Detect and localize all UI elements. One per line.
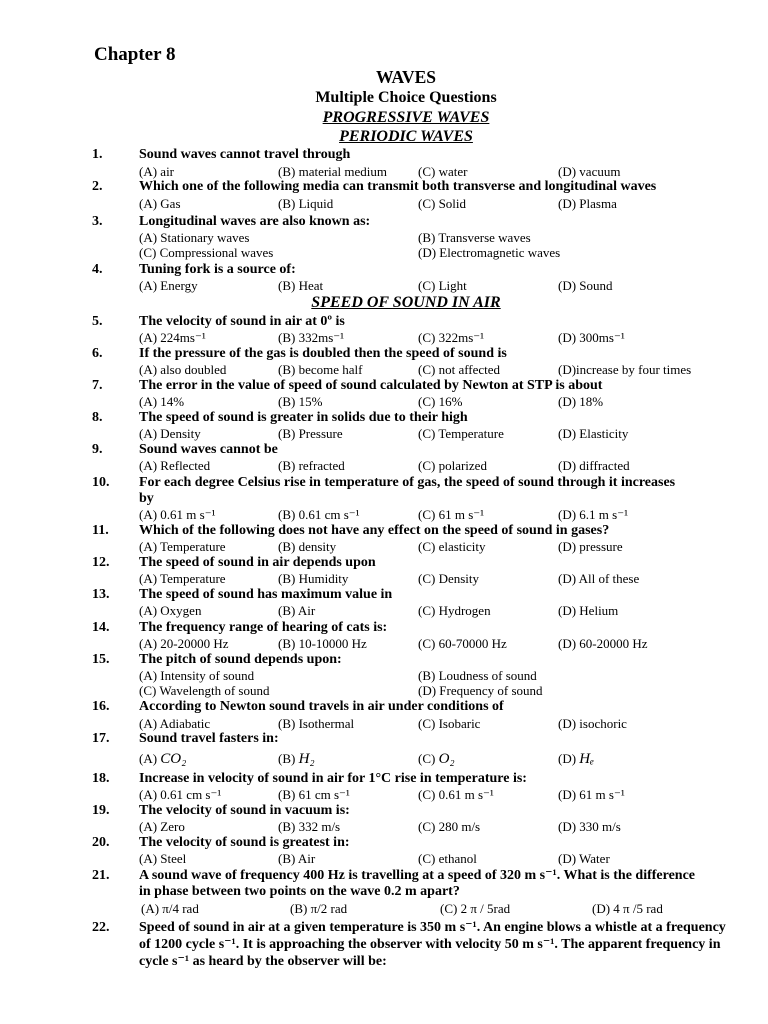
- question-number: 13.: [92, 587, 110, 602]
- option-c: (C) Hydrogen: [418, 603, 491, 618]
- option-b: (B) Pressure: [278, 426, 343, 441]
- question-stem: Which one of the following media can transmit both transverse and longitudinal waves: [139, 179, 657, 194]
- option-a: (A) Energy: [139, 278, 198, 293]
- option-a: (A) Adiabatic: [139, 716, 211, 731]
- option-b: (B) Air: [278, 851, 316, 866]
- option-d: (D) vacuum: [558, 164, 621, 179]
- formula-h2: H₂: [298, 751, 315, 767]
- question-stem: The frequency range of hearing of cats is:: [139, 620, 388, 635]
- formula-he: Hₑ: [579, 751, 595, 767]
- option-c: (C) Solid: [418, 196, 467, 211]
- option-a: (A) Stationary waves: [139, 230, 250, 245]
- option-a: (A) Zero: [139, 819, 185, 834]
- option-c: (C) 16%: [418, 394, 463, 409]
- question-number: 2.: [92, 179, 103, 194]
- option-b: (B) Isothermal: [278, 716, 355, 731]
- question-number: 19.: [92, 803, 110, 818]
- option-b: (B) 15%: [278, 394, 323, 409]
- question-stem: Sound travel fasters in:: [139, 731, 279, 746]
- option-d: (D) Electromagnetic waves: [418, 245, 561, 260]
- question-stem: Sound waves cannot travel through: [139, 147, 351, 162]
- question-stem: The velocity of sound is greatest in:: [139, 835, 350, 850]
- option-a: (A) Oxygen: [139, 603, 202, 618]
- question-stem: Speed of sound in air at a given temperature is 350 m s⁻¹. An engine blows a whistle at a frequency of 1200 cycle s⁻¹. It is approaching the observer with velocity 50 m s⁻¹. The apparent frequency in cycle s⁻¹ as heard by the observer will be:: [139, 920, 726, 969]
- question-number: 15.: [92, 652, 110, 667]
- question-number: 11.: [92, 523, 109, 538]
- option-c: (C) Wavelength of sound: [139, 683, 270, 698]
- option-a: (A) 0.61 m s⁻¹: [139, 507, 216, 522]
- option-b: (B) material medium: [278, 164, 388, 179]
- question-number: 17.: [92, 731, 110, 746]
- option-b: (B) 332 m/s: [278, 819, 341, 834]
- question-number: 8.: [92, 410, 103, 425]
- question-stem: Tuning fork is a source of:: [139, 262, 296, 277]
- formula-o2: O₂: [438, 751, 455, 767]
- question-number: 5.: [92, 314, 103, 329]
- question-number: 20.: [92, 835, 110, 850]
- question-stem: The speed of sound has maximum value in: [139, 587, 393, 602]
- option-b: (B) Air: [278, 603, 316, 618]
- question-number: 18.: [92, 771, 110, 786]
- option-a: (A) 224ms⁻¹: [139, 330, 206, 345]
- question-stem: The error in the value of speed of sound calculated by Newton at STP is about: [139, 378, 603, 393]
- question-stem: Longitudinal waves are also known as:: [139, 214, 371, 229]
- option-d: (D) Elasticity: [558, 426, 629, 441]
- question-stem: Increase in velocity of sound in air for 1°C rise in temperature is:: [139, 771, 527, 786]
- option-d: (D) 61 m s⁻¹: [558, 787, 625, 802]
- option-b: (B) refracted: [278, 458, 345, 473]
- option-c: (C) 280 m/s: [418, 819, 481, 834]
- option-b: (B) π/2 rad: [290, 901, 348, 916]
- option-d: (D) 4 π /5 rad: [592, 901, 663, 916]
- question-stem: The velocity of sound in air at 0º is: [139, 314, 345, 329]
- question-number: 3.: [92, 214, 103, 229]
- option-b: (B) 61 cm s⁻¹: [278, 787, 350, 802]
- question-stem: The velocity of sound in vacuum is:: [139, 803, 350, 818]
- option-d: (D) Plasma: [558, 196, 617, 211]
- question-stem: A sound wave of frequency 400 Hz is travelling at a speed of 320 m s⁻¹. What is the difference in phase between two points on the wave 0.2 m apart?: [139, 868, 696, 899]
- option-b: (B) H₂: [278, 751, 315, 767]
- option-b: (B) density: [278, 539, 337, 554]
- option-a: (A) 20-20000 Hz: [139, 636, 229, 651]
- option-d: (D) Sound: [558, 278, 613, 293]
- option-d: (D) isochoric: [558, 716, 627, 731]
- option-d: (D) Frequency of sound: [418, 683, 543, 698]
- option-a: (A) Reflected: [139, 458, 211, 473]
- question-number: 9.: [92, 442, 103, 457]
- option-d: (D) Water: [558, 851, 610, 866]
- question-number: 14.: [92, 620, 110, 635]
- chapter-heading: Chapter 8: [94, 44, 176, 65]
- option-a: (A) 14%: [139, 394, 185, 409]
- option-a: (A) CO₂: [139, 751, 187, 767]
- question-stem: The pitch of sound depends upon:: [139, 652, 342, 667]
- option-c: (C) polarized: [418, 458, 487, 473]
- option-c: (C) Isobaric: [418, 716, 481, 731]
- question-number: 22.: [92, 920, 110, 935]
- section-periodic-waves: PERIODIC WAVES: [339, 128, 473, 145]
- option-d: (D) 300ms⁻¹: [558, 330, 625, 345]
- question-stem: For each degree Celsius rise in temperature of gas, the speed of sound through it increases by: [139, 475, 676, 506]
- option-b: (B) Heat: [278, 278, 324, 293]
- option-a: (A) air: [139, 164, 175, 179]
- option-b: (B) Humidity: [278, 571, 349, 586]
- option-a: (A) Density: [139, 426, 201, 441]
- option-a: (A) Gas: [139, 196, 181, 211]
- formula-co2: CO₂: [160, 751, 187, 767]
- question-number: 6.: [92, 346, 103, 361]
- question-stem: Which of the following does not have any effect on the speed of sound in gases?: [139, 523, 610, 538]
- section-progressive-waves: PROGRESSIVE WAVES: [322, 109, 490, 126]
- option-b: (B) 332ms⁻¹: [278, 330, 345, 345]
- option-d: (D) diffracted: [558, 458, 630, 473]
- question-number: 1.: [92, 147, 103, 162]
- question-number: 4.: [92, 262, 103, 277]
- question-number: 7.: [92, 378, 103, 393]
- option-c: (C) 0.61 m s⁻¹: [418, 787, 494, 802]
- option-b: (B) Loudness of sound: [418, 668, 537, 683]
- option-c: (C) 60-70000 Hz: [418, 636, 507, 651]
- option-d: (D) Hₑ: [558, 751, 595, 767]
- option-d: (D) 6.1 m s⁻¹: [558, 507, 628, 522]
- option-a: (A) 0.61 cm s⁻¹: [139, 787, 222, 802]
- option-c: (C) not affected: [418, 362, 501, 377]
- question-number: 10.: [92, 475, 110, 490]
- option-c: (C) 61 m s⁻¹: [418, 507, 485, 522]
- option-c: (C) Light: [418, 278, 467, 293]
- option-b: (B) Liquid: [278, 196, 334, 211]
- option-d: (D) 330 m/s: [558, 819, 621, 834]
- option-c: (C) 322ms⁻¹: [418, 330, 485, 345]
- option-a: (A) also doubled: [139, 362, 227, 377]
- option-d: (D) All of these: [558, 571, 640, 586]
- question-stem: The speed of sound in air depends upon: [139, 555, 376, 570]
- option-c: (C) elasticity: [418, 539, 486, 554]
- question-stem: The speed of sound is greater in solids due to their high: [139, 410, 468, 425]
- option-a: (A) Intensity of sound: [139, 668, 255, 683]
- question-stem: According to Newton sound travels in air under conditions of: [139, 699, 504, 714]
- page-subtitle: Multiple Choice Questions: [315, 89, 497, 106]
- option-d: (D) 18%: [558, 394, 604, 409]
- section-speed-of-sound: SPEED OF SOUND IN AIR: [311, 294, 501, 311]
- question-stem: If the pressure of the gas is doubled then the speed of sound is: [139, 346, 507, 361]
- option-d: (D)increase by four times: [558, 362, 692, 377]
- option-b: (B) become half: [278, 362, 363, 377]
- option-c: (C) Compressional waves: [139, 245, 274, 260]
- option-c: (C) water: [418, 164, 468, 179]
- option-c: (C) Temperature: [418, 426, 504, 441]
- option-b: (B) 10-10000 Hz: [278, 636, 367, 651]
- option-a: (A) Temperature: [139, 539, 226, 554]
- question-stem: Sound waves cannot be: [139, 442, 278, 457]
- option-c: (C) Density: [418, 571, 480, 586]
- option-a: (A) Temperature: [139, 571, 226, 586]
- option-a: (A) π/4 rad: [141, 901, 199, 916]
- option-d: (D) Helium: [558, 603, 619, 618]
- option-c: (C) O₂: [418, 751, 455, 767]
- option-d: (D) 60-20000 Hz: [558, 636, 648, 651]
- option-c: (C) ethanol: [418, 851, 477, 866]
- question-number: 12.: [92, 555, 110, 570]
- option-c: (C) 2 π / 5rad: [440, 901, 511, 916]
- option-d: (D) pressure: [558, 539, 623, 554]
- question-number: 16.: [92, 699, 110, 714]
- page-title: WAVES: [376, 67, 436, 87]
- option-b: (B) Transverse waves: [418, 230, 531, 245]
- option-a: (A) Steel: [139, 851, 187, 866]
- option-b: (B) 0.61 cm s⁻¹: [278, 507, 360, 522]
- question-number: 21.: [92, 868, 110, 883]
